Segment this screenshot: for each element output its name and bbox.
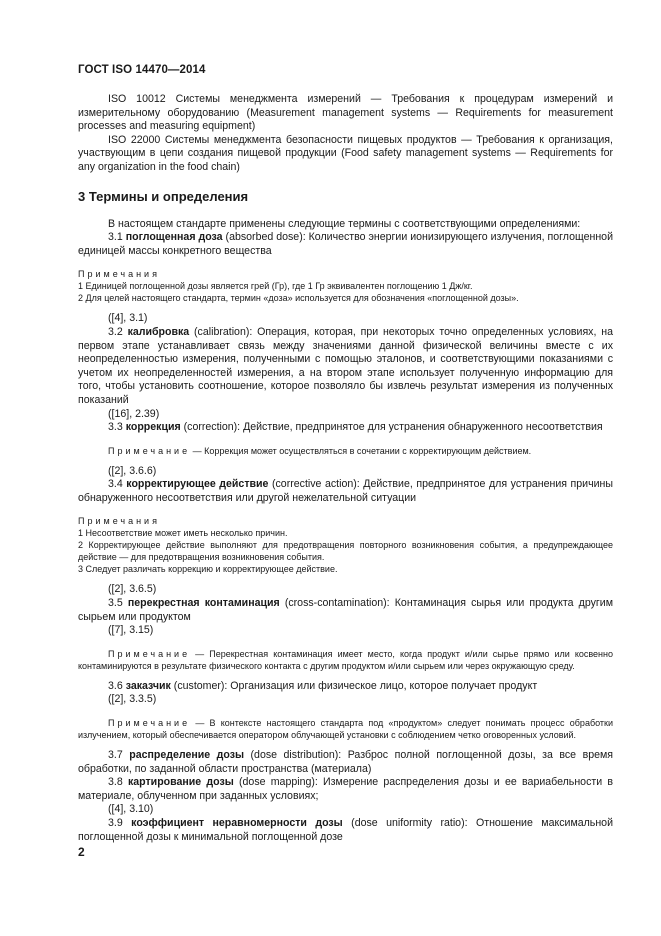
notes-block (78, 515, 613, 575)
intro-paragraph: ISO 10012 Системы менеджмента измерений — Требования к процедурам измерений и измерительному оборудованию (Measurement management systems — Requirements for measurement processes and measuring equipment) (78, 93, 613, 133)
section-heading: 3 Термины и определения (78, 188, 249, 204)
section-lead: В настоящем стандарте применены следующие термины с соответствующими определениями: (108, 217, 581, 230)
note-item: 3 Следует различать коррекцию и корректирующее действие. (78, 564, 338, 575)
note-text: — В контексте настоящего стандарта под «продуктом» следует понимать процесс обработки излучением, который обеспечивается оператором облучающей установки с соблюдением четко оговоренных условий. (78, 718, 613, 741)
note-item (78, 445, 613, 457)
term-reference: ([16], 2.39) (108, 407, 160, 420)
notes-block (78, 445, 613, 457)
term-reference: ([2], 3.6.6) (108, 464, 157, 477)
term-3-9 (78, 817, 613, 844)
term-3-5 (78, 597, 613, 624)
term-number: 3.2 (108, 325, 123, 338)
note-item (78, 648, 613, 672)
term-reference: ([7], 3.15) (108, 624, 154, 637)
term-number: 3.3 (108, 421, 123, 434)
term-reference: ([4], 3.10) (108, 803, 154, 816)
page-number: 2 (78, 845, 85, 859)
document-body (78, 93, 613, 844)
term-definition: (customer): Организация или физическое лицо, которое получает продукт (170, 679, 538, 692)
term-number: 3.9 (108, 817, 123, 829)
term-name: перекрестная контаминация (127, 597, 280, 610)
term-number: 3.6 (108, 679, 123, 692)
term-3-7 (78, 749, 613, 776)
term-definition: (cross-contamination): Контаминация сырья или продукта другим сырьем или продуктом (78, 597, 613, 623)
note-item: 1 Несоответствие может иметь несколько причин. (78, 528, 288, 539)
note-text: — Перекрестная контаминация имеет место, когда продукт и/или сырье прямо или косвенно контаминируются в результате физического контакта с другим продуктом и/или сырьем или через окружающую среду. (78, 648, 613, 671)
term-3-8 (78, 776, 613, 803)
note-text: — Коррекция может осуществляться в сочетании с корректирующим действием. (190, 445, 532, 456)
term-number: 3.8 (108, 776, 123, 789)
term-name: картирование дозы (127, 776, 234, 789)
note-label: Примечание (108, 648, 191, 659)
term-name: коррекция (125, 421, 181, 434)
term-number: 3.7 (108, 749, 123, 762)
term-3-6 (78, 680, 613, 694)
term-reference: ([4], 3.1) (108, 312, 148, 325)
term-3-4 (78, 478, 613, 505)
term-definition: (calibration): Операция, которая, при некоторых точно определенных условиях, на первом этапе устанавливает связь между значениями данной физической величины вместе с их неопределенностью измерения, полученными с помощью эталонов, и соответствующими показаниями с учетом их неопределенностей измерения, а на втором этапе использует полученную информацию для того, чтобы установить соотношение, которое позволяло бы извлечь результат измерения из полученных показаний (78, 325, 613, 406)
term-definition: (dose mapping): Измерение распределения дозы и ее вариабельности в материале, облученном при заданных условиях; (78, 776, 613, 802)
term-3-2 (78, 326, 613, 408)
notes-title: Примечания (78, 516, 160, 527)
note-item: 2 Корректирующее действие выполняют для предотвращения повторного возникновения события, а предупреждающее действие — для предотвращения возникновения события. (78, 540, 613, 563)
term-definition: (dose distribution): Разброс полной поглощенной дозы, за все время обработки, по заданной области пространства (материала) (78, 749, 614, 775)
term-name: заказчик (125, 679, 171, 692)
term-name: коэффициент неравномерности дозы (131, 817, 343, 829)
term-number: 3.1 (108, 231, 123, 244)
document-header: ГОСТ ISO 14470—2014 (78, 64, 206, 76)
notes-title: Примечания (78, 269, 160, 280)
term-reference: ([2], 3.6.5) (108, 583, 157, 596)
term-reference: ([2], 3.3.5) (108, 693, 157, 706)
term-name: калибровка (127, 325, 190, 338)
term-definition: (absorbed dose): Количество энергии ионизирующего излучения, поглощенной единицей массы конкретного вещества (78, 231, 613, 257)
note-label: Примечание (108, 718, 191, 729)
term-definition: (corrective action): Действие, предпринятое для устранения причины обнаруженного несоответствия или другой нежелательной ситуации (78, 478, 614, 504)
term-3-3 (78, 421, 613, 435)
note-item: 1 Единицей поглощенной дозы является грей (Гр), где 1 Гр эквивалентен поглощению 1 Дж/кг. (78, 281, 473, 292)
term-name: распределение дозы (129, 749, 245, 762)
notes-block (78, 717, 613, 741)
notes-block (78, 268, 613, 304)
note-item (78, 717, 613, 741)
term-name: поглощенная доза (125, 231, 223, 244)
term-name: корректирующее действие (126, 478, 269, 491)
term-number: 3.5 (108, 597, 123, 610)
note-item: 2 Для целей настоящего стандарта, термин «доза» используется для обозначения «поглощенной дозы». (78, 293, 519, 304)
note-label: Примечание (108, 445, 191, 456)
notes-block (78, 648, 613, 672)
intro-paragraph: ISO 22000 Системы менеджмента безопасности пищевых продуктов — Требования к организация, участвующим в цепи создания пищевой продукции (Food safety management systems — Requirements for any organization in the food chain) (78, 133, 613, 173)
term-definition: (correction): Действие, предпринятое для устранения обнаруженного несоответствия (180, 421, 603, 434)
term-number: 3.4 (108, 478, 123, 491)
term-3-1 (78, 231, 613, 258)
term-definition: (dose uniformity ratio): Отношение максимальной поглощенной дозы к минимальной поглощенной дозе (78, 817, 613, 843)
